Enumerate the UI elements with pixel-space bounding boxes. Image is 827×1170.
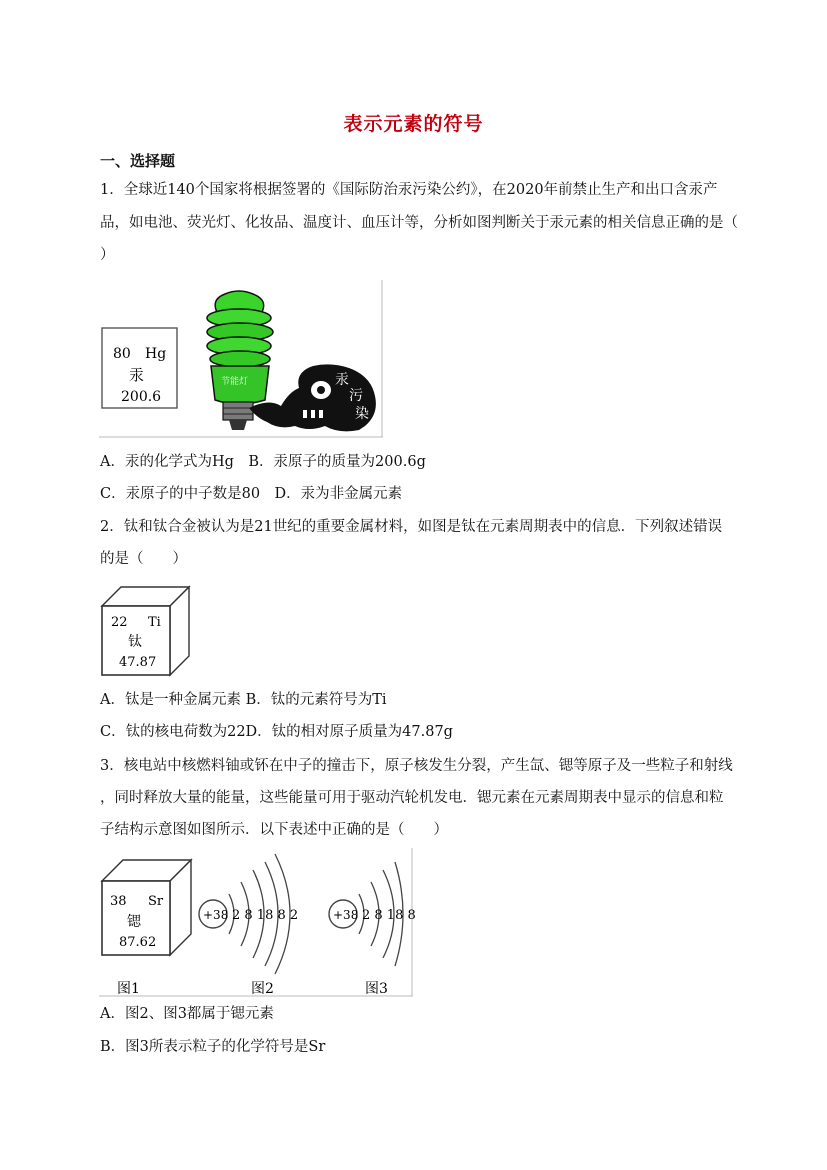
fig1-label: 图1 [117,981,140,997]
q1-stem-line1: 1．全球近140个国家将根据签署的《国际防治汞污染公约》，在2020年前禁止生产和出口含汞产 [100,182,718,198]
q3-option-b: B．图3所表示粒子的化学符号是Sr [100,1039,326,1055]
mercury-atomic-number: 80 [113,346,131,362]
fig3-label: 图3 [365,981,388,997]
fig3-shell-electrons: 2 8 18 8 [362,908,415,923]
strontium-symbol: Sr [148,894,164,909]
mercury-element-card [102,328,177,408]
q3-stem-line2: ，同时释放大量的能量，这些能量可用于驱动汽轮机发电．锶元素在元素周期表中显示的信息和粒 [100,790,724,806]
page-title: 表示元素的符号 [343,113,484,135]
titanium-mass: 47.87 [119,655,157,670]
q2-stem-line2: 的是（ ） [100,551,187,567]
section-heading: 一、选择题 [100,152,176,170]
strontium-atomic-number: 38 [110,894,127,909]
strontium-element-cube [102,860,191,955]
fig2-shell-electrons: 2 8 18 8 2 [232,908,299,923]
strontium-mass: 87.62 [119,935,157,950]
q1-stem-line2: 品，如电池、荧光灯、化妆品、温度计、血压计等，分析如图判断关于汞元素的相关信息正确的是（ [100,215,738,231]
fig2-nucleus-charge: +38 [203,908,229,922]
skull-char-2: 污 [349,388,363,404]
strontium-atom-diagram [199,854,298,974]
q1-figure [99,280,384,442]
q2-options-cd: C．钛的核电荷数为22D．钛的相对原子质量为47.87g [100,724,453,740]
q2-options-ab: A．钛是一种金属元素 B．钛的元素符号为Ti [100,692,387,708]
strontium-ion-diagram [329,862,415,966]
q1-options-ab: A．汞的化学式为Hg B．汞原子的质量为200.6g [100,454,426,470]
q1-stem-line3: ） [100,247,115,263]
bulb-label: 节能灯 [221,377,249,387]
q1-options-cd: C．汞原子的中子数是80 D．汞为非金属元素 [100,486,403,502]
mercury-name: 汞 [129,366,145,384]
titanium-atomic-number: 22 [111,615,128,630]
fig2-label: 图2 [251,981,274,997]
skull-char-1: 汞 [335,372,349,388]
q3-stem-line3: 子结构示意图如图所示．以下表述中正确的是（ ） [100,822,448,838]
mercury-mass: 200.6 [121,389,162,405]
q3-stem-line1: 3．核电站中核燃料铀或钚在中子的撞击下，原子核发生分裂，产生氙、锶等原子及一些粒子和射线 [100,758,733,774]
q2-stem-line1: 2．钛和钛合金被认为是21世纪的重要金属材料，如图是钛在元素周期表中的信息．下列叙述错误 [100,519,723,535]
fig3-nucleus-charge: +38 [333,908,359,922]
q2-figure [99,584,194,682]
strontium-name: 锶 [127,914,141,930]
q3-option-a: A．图2、图3都属于锶元素 [100,1006,274,1022]
mercury-symbol: Hg [145,346,167,362]
titanium-name: 钛 [128,634,142,650]
titanium-element-cube [99,584,194,678]
skull-char-3: 染 [355,406,369,422]
titanium-symbol: Ti [148,615,161,630]
q3-figure [99,848,415,1002]
